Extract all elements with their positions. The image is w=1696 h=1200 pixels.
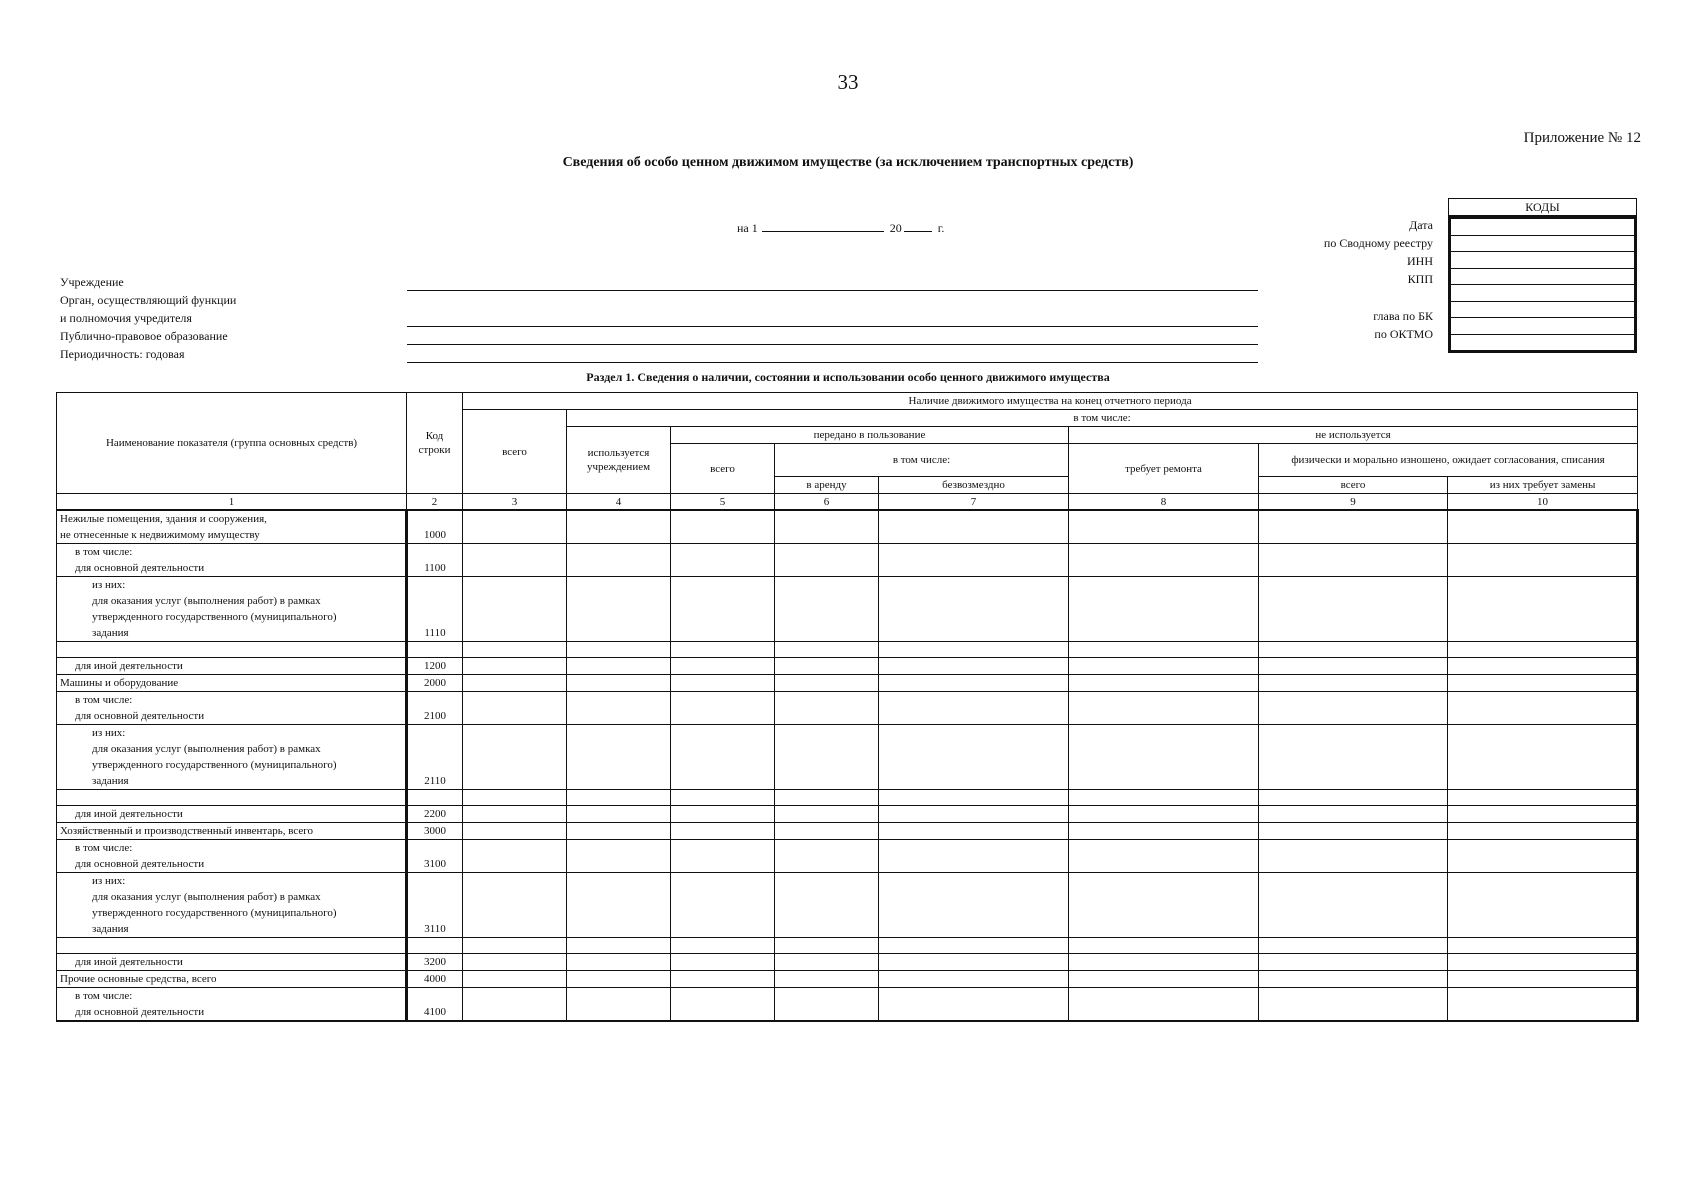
row-name: [57, 692, 407, 725]
row-name-line: для иной деятельности: [75, 956, 183, 968]
value-cell-col-10[interactable]: [1448, 790, 1638, 806]
value-cell-col-3[interactable]: [463, 725, 567, 790]
column-number-3: 3: [463, 494, 567, 511]
value-cell-col-7[interactable]: [879, 954, 1069, 971]
value-cell-col-5[interactable]: [671, 790, 775, 806]
value-cell-col-7[interactable]: [879, 971, 1069, 988]
row-name-line: для оказания услуг (выполнения работ) в рамках: [92, 891, 321, 903]
header-transferred-total: всего: [671, 444, 775, 494]
table-row: [57, 971, 1638, 988]
code-cell-extra[interactable]: [1451, 335, 1634, 351]
report-date-line: [737, 219, 944, 236]
value-cell-col-10[interactable]: [1448, 823, 1638, 840]
row-code: 4100: [407, 988, 463, 1022]
date-year-field[interactable]: [904, 219, 932, 232]
value-cell-col-3[interactable]: [463, 954, 567, 971]
value-cell-col-10[interactable]: [1448, 988, 1638, 1022]
row-code: 3200: [407, 954, 463, 971]
value-cell-col-3[interactable]: [463, 577, 567, 642]
periodicity-field[interactable]: [407, 362, 1258, 363]
value-cell-col-4[interactable]: [567, 971, 671, 988]
value-cell-col-7[interactable]: [879, 510, 1069, 544]
row-name: [57, 954, 407, 971]
column-number-4: 4: [567, 494, 671, 511]
value-cell-col-5[interactable]: [671, 823, 775, 840]
value-cell-col-3[interactable]: [463, 823, 567, 840]
value-cell-col-6[interactable]: [775, 873, 879, 938]
value-cell-col-8[interactable]: [1069, 823, 1259, 840]
table-row: [57, 806, 1638, 823]
public-entity-field[interactable]: [407, 344, 1258, 345]
institution-field[interactable]: [407, 290, 1258, 291]
page-number: 33: [837, 70, 859, 94]
value-cell-col-6[interactable]: [775, 971, 879, 988]
value-cell-col-8[interactable]: [1069, 577, 1259, 642]
value-cell-col-9[interactable]: [1259, 577, 1448, 642]
value-cell-col-10[interactable]: [1448, 873, 1638, 938]
value-cell-col-7[interactable]: [879, 806, 1069, 823]
value-cell-col-3[interactable]: [463, 971, 567, 988]
value-cell-col-6[interactable]: [775, 658, 879, 675]
code-cell-oktmo[interactable]: [1451, 318, 1634, 335]
header-used: используется учреждением: [567, 427, 671, 494]
value-cell-col-10[interactable]: [1448, 725, 1638, 790]
row-name-line: Нежилые помещения, здания и сооружения,: [60, 513, 267, 525]
organ-field[interactable]: [407, 326, 1258, 327]
value-cell-col-7[interactable]: [879, 840, 1069, 873]
value-cell-col-7[interactable]: [879, 938, 1069, 954]
value-cell-col-3[interactable]: [463, 544, 567, 577]
row-name-line: задания: [92, 627, 129, 639]
value-cell-col-9[interactable]: [1259, 642, 1448, 658]
section-title: Раздел 1. Сведения о наличии, состоянии и использовании особо ценного движимого имущества: [586, 370, 1110, 384]
row-name-line: не отнесенные к недвижимому имуществу: [60, 529, 260, 541]
row-name-line: утвержденного государственного (муниципального): [92, 611, 337, 623]
value-cell-col-9[interactable]: [1259, 544, 1448, 577]
code-label-inn: ИНН: [1407, 254, 1433, 268]
code-cell-budget-head[interactable]: [1451, 302, 1634, 319]
value-cell-col-9[interactable]: [1259, 675, 1448, 692]
value-cell-col-8[interactable]: [1069, 675, 1259, 692]
row-name: [57, 642, 407, 658]
table-row: [57, 938, 1638, 954]
value-cell-col-8[interactable]: [1069, 971, 1259, 988]
value-cell-col-3[interactable]: [463, 692, 567, 725]
value-cell-col-6[interactable]: [775, 544, 879, 577]
value-cell-col-3[interactable]: [463, 510, 567, 544]
row-name: [57, 873, 407, 938]
row-name-line: в том числе:: [75, 842, 133, 854]
property-table: [56, 392, 1639, 1022]
value-cell-col-9[interactable]: [1259, 971, 1448, 988]
value-cell-col-8[interactable]: [1069, 692, 1259, 725]
table-row: [57, 577, 1638, 642]
value-cell-col-7[interactable]: [879, 675, 1069, 692]
table-row: [57, 675, 1638, 692]
value-cell-col-8[interactable]: [1069, 544, 1259, 577]
row-name-line: Прочие основные средства, всего: [60, 973, 217, 985]
value-cell-col-4[interactable]: [567, 790, 671, 806]
header-name: Наименование показателя (группа основных средств): [57, 393, 407, 494]
value-cell-col-4[interactable]: [567, 806, 671, 823]
value-cell-col-7[interactable]: [879, 988, 1069, 1022]
row-name-line: утвержденного государственного (муниципального): [92, 759, 337, 771]
value-cell-col-5[interactable]: [671, 577, 775, 642]
row-name: [57, 675, 407, 692]
row-name-line: утвержденного государственного (муниципального): [92, 907, 337, 919]
table-row: [57, 725, 1638, 790]
value-cell-col-10[interactable]: [1448, 577, 1638, 642]
code-cell-kpp[interactable]: [1451, 269, 1634, 286]
header-including: в том числе:: [567, 410, 1638, 427]
row-code: 4000: [407, 971, 463, 988]
row-code: 1200: [407, 658, 463, 675]
header-worn-total: всего: [1259, 477, 1448, 494]
value-cell-col-10[interactable]: [1448, 544, 1638, 577]
value-cell-col-9[interactable]: [1259, 840, 1448, 873]
value-cell-col-8[interactable]: [1069, 840, 1259, 873]
row-code: 3110: [407, 873, 463, 938]
header-worn: физически и морально изношено, ожидает согласования, списания: [1259, 444, 1638, 477]
code-label-budget-head: глава по БК: [1373, 309, 1433, 323]
value-cell-col-9[interactable]: [1259, 873, 1448, 938]
value-cell-col-5[interactable]: [671, 988, 775, 1022]
date-day-month-field[interactable]: [762, 219, 884, 232]
header-total: всего: [463, 410, 567, 494]
table-row: [57, 544, 1638, 577]
value-cell-col-9[interactable]: [1259, 658, 1448, 675]
table-row: [57, 823, 1638, 840]
value-cell-col-6[interactable]: [775, 692, 879, 725]
row-name: [57, 658, 407, 675]
row-name-line: из них:: [92, 875, 126, 887]
value-cell-col-8[interactable]: [1069, 725, 1259, 790]
value-cell-col-9[interactable]: [1259, 806, 1448, 823]
header-rent: в аренду: [775, 477, 879, 494]
row-name: [57, 971, 407, 988]
value-cell-col-6[interactable]: [775, 725, 879, 790]
header-transferred: передано в пользование: [671, 427, 1069, 444]
value-cell-col-4[interactable]: [567, 510, 671, 544]
column-numbers-row: [57, 494, 1638, 511]
row-code: 3100: [407, 840, 463, 873]
value-cell-col-5[interactable]: [671, 971, 775, 988]
value-cell-col-3[interactable]: [463, 642, 567, 658]
column-number-10: 10: [1448, 494, 1638, 511]
value-cell-col-6[interactable]: [775, 954, 879, 971]
table-row: [57, 988, 1638, 1022]
value-cell-col-4[interactable]: [567, 873, 671, 938]
row-name: [57, 544, 407, 577]
value-cell-col-9[interactable]: [1259, 510, 1448, 544]
row-name-line: в том числе:: [75, 990, 133, 1002]
column-number-2: 2: [407, 494, 463, 511]
value-cell-col-7[interactable]: [879, 790, 1069, 806]
row-code: 3000: [407, 823, 463, 840]
value-cell-col-8[interactable]: [1069, 806, 1259, 823]
value-cell-col-9[interactable]: [1259, 988, 1448, 1022]
value-cell-col-8[interactable]: [1069, 938, 1259, 954]
row-name-line: в том числе:: [75, 546, 133, 558]
row-name: [57, 806, 407, 823]
row-code: 2100: [407, 692, 463, 725]
value-cell-col-8[interactable]: [1069, 642, 1259, 658]
row-name: [57, 577, 407, 642]
row-name-line: [60, 646, 402, 657]
value-cell-col-6[interactable]: [775, 510, 879, 544]
header-not-used: не используется: [1069, 427, 1638, 444]
column-number-6: 6: [775, 494, 879, 511]
label-public-entity: Публично-правовое образование: [60, 329, 228, 343]
value-cell-col-3[interactable]: [463, 873, 567, 938]
row-code: 2110: [407, 725, 463, 790]
document-title: Сведения об особо ценном движимом имуществе (за исключением транспортных средств): [562, 155, 1134, 170]
header-replace: из них требует замены: [1448, 477, 1638, 494]
value-cell-col-4[interactable]: [567, 675, 671, 692]
value-cell-col-4[interactable]: [567, 692, 671, 725]
value-cell-col-10[interactable]: [1448, 840, 1638, 873]
value-cell-col-9[interactable]: [1259, 938, 1448, 954]
row-name-line: Хозяйственный и производственный инвентарь, всего: [60, 825, 313, 837]
code-cell-empty[interactable]: [1451, 285, 1634, 302]
value-cell-col-6[interactable]: [775, 938, 879, 954]
value-cell-col-5[interactable]: [671, 840, 775, 873]
value-cell-col-6[interactable]: [775, 823, 879, 840]
value-cell-col-5[interactable]: [671, 675, 775, 692]
value-cell-col-7[interactable]: [879, 642, 1069, 658]
row-code: [407, 938, 463, 954]
table-row: [57, 790, 1638, 806]
value-cell-col-8[interactable]: [1069, 790, 1259, 806]
row-name: [57, 790, 407, 806]
code-label-oktmo: по ОКТМО: [1374, 327, 1433, 341]
value-cell-col-3[interactable]: [463, 675, 567, 692]
value-cell-col-5[interactable]: [671, 544, 775, 577]
table-row: [57, 692, 1638, 725]
value-cell-col-3[interactable]: [463, 790, 567, 806]
value-cell-col-8[interactable]: [1069, 988, 1259, 1022]
value-cell-col-4[interactable]: [567, 954, 671, 971]
value-cell-col-3[interactable]: [463, 658, 567, 675]
value-cell-col-8[interactable]: [1069, 510, 1259, 544]
value-cell-col-6[interactable]: [775, 675, 879, 692]
column-number-1: 1: [57, 494, 407, 511]
value-cell-col-10[interactable]: [1448, 675, 1638, 692]
value-cell-col-8[interactable]: [1069, 658, 1259, 675]
header-repair: требует ремонта: [1069, 444, 1259, 494]
value-cell-col-4[interactable]: [567, 840, 671, 873]
table-row: [57, 840, 1638, 873]
codes-header: КОДЫ: [1448, 198, 1637, 216]
value-cell-col-5[interactable]: [671, 658, 775, 675]
table-row: [57, 642, 1638, 658]
table-row: [57, 658, 1638, 675]
value-cell-col-10[interactable]: [1448, 938, 1638, 954]
value-cell-col-6[interactable]: [775, 642, 879, 658]
value-cell-col-7[interactable]: [879, 725, 1069, 790]
row-name-line: [60, 942, 402, 953]
value-cell-col-9[interactable]: [1259, 823, 1448, 840]
table-row: [57, 510, 1638, 544]
row-name-line: в том числе:: [75, 694, 133, 706]
value-cell-col-6[interactable]: [775, 988, 879, 1022]
row-name: [57, 988, 407, 1022]
value-cell-col-3[interactable]: [463, 840, 567, 873]
header-presence: Наличие движимого имущества на конец отчетного периода: [463, 393, 1638, 410]
appendix-label: Приложение № 12: [1523, 130, 1641, 146]
label-periodicity: Периодичность: годовая: [60, 347, 185, 361]
value-cell-col-4[interactable]: [567, 823, 671, 840]
value-cell-col-3[interactable]: [463, 988, 567, 1022]
row-code: [407, 790, 463, 806]
value-cell-col-5[interactable]: [671, 806, 775, 823]
value-cell-col-5[interactable]: [671, 642, 775, 658]
value-cell-col-4[interactable]: [567, 658, 671, 675]
row-code: 2000: [407, 675, 463, 692]
value-cell-col-4[interactable]: [567, 938, 671, 954]
column-number-5: 5: [671, 494, 775, 511]
column-number-8: 8: [1069, 494, 1259, 511]
row-name-line: для основной деятельности: [75, 1006, 205, 1018]
codes-block: [1448, 198, 1637, 353]
label-organ-2: и полномочия учредителя: [60, 311, 192, 325]
row-name: [57, 510, 407, 544]
value-cell-col-9[interactable]: [1259, 790, 1448, 806]
value-cell-col-4[interactable]: [567, 544, 671, 577]
label-institution: Учреждение: [60, 275, 124, 289]
value-cell-col-3[interactable]: [463, 806, 567, 823]
table-row: [57, 954, 1638, 971]
value-cell-col-9[interactable]: [1259, 692, 1448, 725]
row-name: [57, 725, 407, 790]
row-name-line: из них:: [92, 727, 126, 739]
row-name-line: для оказания услуг (выполнения работ) в рамках: [92, 595, 321, 607]
date-prefix: на 1: [737, 221, 758, 235]
row-name-line: для основной деятельности: [75, 858, 205, 870]
date-year-prefix: 20: [889, 221, 902, 235]
value-cell-col-7[interactable]: [879, 544, 1069, 577]
value-cell-col-7[interactable]: [879, 823, 1069, 840]
value-cell-col-9[interactable]: [1259, 725, 1448, 790]
value-cell-col-10[interactable]: [1448, 510, 1638, 544]
row-name-line: из них:: [92, 579, 126, 591]
value-cell-col-7[interactable]: [879, 873, 1069, 938]
value-cell-col-5[interactable]: [671, 692, 775, 725]
row-name-line: задания: [92, 923, 129, 935]
row-name-line: [60, 794, 402, 805]
value-cell-col-5[interactable]: [671, 873, 775, 938]
value-cell-col-10[interactable]: [1448, 954, 1638, 971]
header-free: безвозмездно: [879, 477, 1069, 494]
label-organ-1: Орган, осуществляющий функции: [60, 293, 237, 307]
value-cell-col-6[interactable]: [775, 806, 879, 823]
row-name: [57, 823, 407, 840]
table-body: [57, 510, 1638, 1021]
value-cell-col-10[interactable]: [1448, 658, 1638, 675]
date-suffix: г.: [937, 221, 945, 235]
value-cell-col-8[interactable]: [1069, 954, 1259, 971]
value-cell-col-9[interactable]: [1259, 954, 1448, 971]
value-cell-col-10[interactable]: [1448, 692, 1638, 725]
code-cell-date[interactable]: [1451, 219, 1634, 236]
value-cell-col-3[interactable]: [463, 938, 567, 954]
header-transferred-including: в том числе:: [775, 444, 1069, 477]
row-code: 1100: [407, 544, 463, 577]
header-code: Код строки: [407, 393, 463, 494]
value-cell-col-10[interactable]: [1448, 971, 1638, 988]
value-cell-col-7[interactable]: [879, 577, 1069, 642]
value-cell-col-5[interactable]: [671, 938, 775, 954]
value-cell-col-4[interactable]: [567, 642, 671, 658]
column-number-9: 9: [1259, 494, 1448, 511]
value-cell-col-8[interactable]: [1069, 873, 1259, 938]
row-code: 2200: [407, 806, 463, 823]
value-cell-col-5[interactable]: [671, 510, 775, 544]
code-label-kpp: КПП: [1407, 272, 1433, 286]
value-cell-col-5[interactable]: [671, 725, 775, 790]
value-cell-col-4[interactable]: [567, 988, 671, 1022]
row-name-line: для иной деятельности: [75, 660, 183, 672]
row-name-line: для оказания услуг (выполнения работ) в рамках: [92, 743, 321, 755]
value-cell-col-7[interactable]: [879, 692, 1069, 725]
row-code: 1110: [407, 577, 463, 642]
row-name: [57, 938, 407, 954]
value-cell-col-6[interactable]: [775, 840, 879, 873]
value-cell-col-4[interactable]: [567, 577, 671, 642]
code-label-registry: по Сводному реестру: [1323, 236, 1433, 250]
code-label-date: Дата: [1409, 218, 1433, 232]
row-name-line: для иной деятельности: [75, 808, 183, 820]
row-code: [407, 642, 463, 658]
row-code: 1000: [407, 510, 463, 544]
row-name-line: для основной деятельности: [75, 710, 205, 722]
value-cell-col-4[interactable]: [567, 725, 671, 790]
row-name-line: Машины и оборудование: [60, 677, 179, 689]
codes-box: [1448, 216, 1637, 353]
value-cell-col-10[interactable]: [1448, 806, 1638, 823]
column-number-7: 7: [879, 494, 1069, 511]
value-cell-col-7[interactable]: [879, 658, 1069, 675]
value-cell-col-5[interactable]: [671, 954, 775, 971]
value-cell-col-10[interactable]: [1448, 642, 1638, 658]
row-name: [57, 840, 407, 873]
value-cell-col-6[interactable]: [775, 577, 879, 642]
table-row: [57, 873, 1638, 938]
code-cell-registry[interactable]: [1451, 236, 1634, 253]
value-cell-col-6[interactable]: [775, 790, 879, 806]
row-name-line: задания: [92, 775, 129, 787]
row-name-line: для основной деятельности: [75, 562, 205, 574]
code-cell-inn[interactable]: [1451, 252, 1634, 269]
